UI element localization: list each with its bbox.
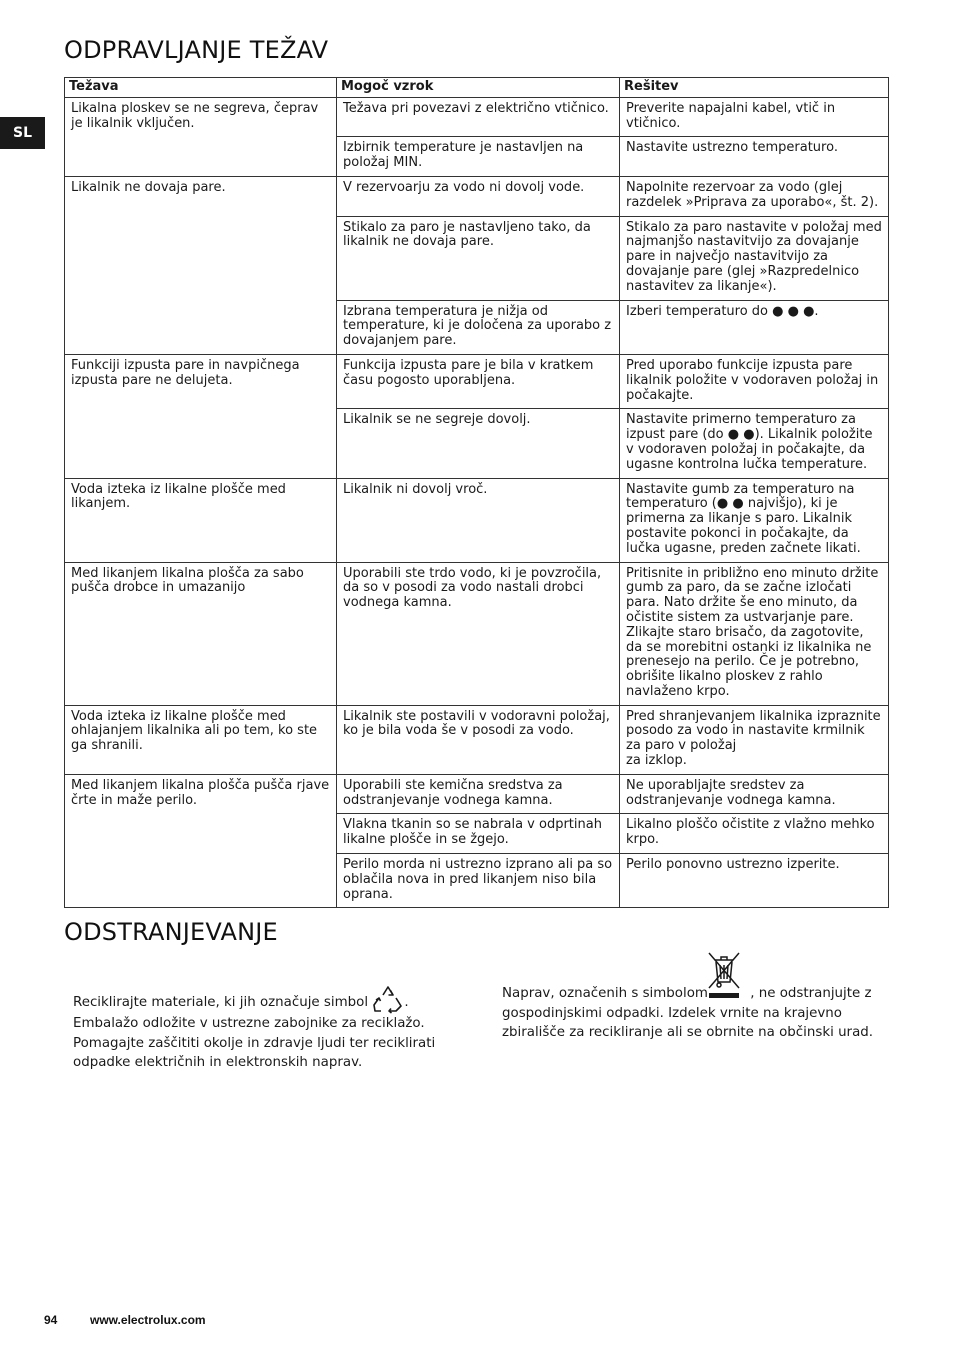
problem-cell: Med likanjem likalna plošča pušča rjave črte in maže perilo.	[65, 774, 337, 908]
recycle-icon	[372, 984, 404, 1014]
cause-cell: Perilo morda ni ustrezno izprano ali pa so oblačila nova in pred likanjem niso bila oprana.	[337, 854, 620, 908]
section-title-disposal: ODSTRANJEVANJE	[64, 918, 278, 946]
solution-cell: Nastavite ustrezno temperaturo.	[620, 137, 889, 177]
cause-cell: Izbirnik temperature je nastavljen na položaj MIN.	[337, 137, 620, 177]
problem-cell: Likalna ploskev se ne segreva, čeprav je likalnik vključen.	[65, 97, 337, 176]
solution-cell: Stikalo za paro nastavite v položaj med najmanjšo nastavitvijo za dovajanje pare in največjo nastavitvijo za dovajanje pare (glej »Razpredelnico nastavitev za likanje«).	[620, 216, 889, 300]
troubleshooting-table	[64, 77, 889, 908]
table-row	[65, 478, 889, 562]
problem-cell: Voda izteka iz likalne plošče med ohlajanjem likalnika ali po tem, ko ste ga shranili.	[65, 705, 337, 774]
page-number: 94	[44, 1313, 58, 1327]
section-title-troubleshooting: ODPRAVLJANJE TEŽAV	[64, 36, 329, 64]
table-row	[65, 705, 889, 774]
solution-cell: Preverite napajalni kabel, vtič in vtičnico.	[620, 97, 889, 137]
recycling-text-end: . Embalažo odložite v ustrezne zabojnike za reciklažo. Pomagajte zaščititi okolje in zdravje ljudi ter reciklirati odpadke električnih in elektronskih naprav.	[73, 995, 436, 1070]
problem-cell: Funkciji izpusta pare in navpičnega izpusta pare ne delujeta.	[65, 354, 337, 478]
cause-cell: Likalnik ni dovolj vroč.	[337, 478, 620, 562]
cause-cell: Stikalo za paro je nastavljeno tako, da likalnik ne dovaja pare.	[337, 216, 620, 300]
solution-cell: Pred uporabo funkcije izpusta pare likalnik položite v vodoraven položaj in počakajte.	[620, 354, 889, 408]
problem-cell: Med likanjem likalna plošča za sabo pušča drobce in umazanijo	[65, 562, 337, 705]
table-row	[65, 774, 889, 814]
cause-cell: Likalnik ste postavili v vodoravni položaj, ko je bila voda še v posodi za vodo.	[337, 705, 620, 774]
cause-cell: Vlakna tkanin so se nabrala v odprtinah likalne plošče in se žgejo.	[337, 814, 620, 854]
language-tab: SL	[0, 117, 45, 149]
solution-cell: Nastavite gumb za temperaturo na temperaturo (● ● najvišjo), ki je primerna za likanje s paro. Likalnik postavite pokonci in počakajte, da lučka ugasne, preden začnete likati.	[620, 478, 889, 562]
weee-text-end: , ne odstranjujte z gospodinjskimi odpadki. Izdelek vrnite na krajevno zbirališče za recikliranje ali se obrnite na občinski urad.	[502, 986, 874, 1040]
cause-cell: Uporabili ste kemična sredstva za odstranjevanje vodnega kamna.	[337, 774, 620, 814]
cause-cell: Uporabili ste trdo vodo, ki je povzročila, da so v posodi za vodo nastali drobci vodnega kamna.	[337, 562, 620, 705]
header-solution: Rešitev	[620, 78, 889, 98]
table-header-row	[65, 78, 889, 98]
solution-cell: Ne uporabljajte sredstev za odstranjevanje vodnega kamna.	[620, 774, 889, 814]
solution-cell: Nastavite primerno temperaturo za izpust pare (do ● ●). Likalnik položite v vodoraven položaj in počakajte, da ugasne kontrolna lučka temperature.	[620, 409, 889, 478]
footer-website: www.electrolux.com	[90, 1313, 206, 1327]
solution-cell: Pritisnite in približno eno minuto držite gumb za paro, da se začne izločati para. Nato držite še eno minuto, da očistite sistem za ustvarjanje pare. Zlikajte staro brisačo, da zagotovite, da se morebitni ostanki iz likalnika ne prenesejo na perilo. Če je potrebno, obrišite likalno ploskev z rahlo navlaženo krpo.	[620, 562, 889, 705]
solution-cell: Likalno ploščo očistite z vlažno mehko krpo.	[620, 814, 889, 854]
solution-cell: Perilo ponovno ustrezno izperite.	[620, 854, 889, 908]
problem-cell: Likalnik ne dovaja pare.	[65, 176, 337, 354]
header-problem: Težava	[65, 78, 337, 98]
cause-cell: V rezervoarju za vodo ni dovolj vode.	[337, 176, 620, 216]
solution-cell: Izberi temperaturo do ● ● ●.	[620, 300, 889, 354]
solution-cell: Pred shranjevanjem likalnika izpraznite posodo za vodo in nastavite krmilnik za paro v položaj za izklop.	[620, 705, 889, 774]
problem-cell: Voda izteka iz likalne plošče med likanjem.	[65, 478, 337, 562]
table-row	[65, 97, 889, 137]
recycling-text-start: Reciklirajte materiale, ki jih označuje simbol	[73, 995, 373, 1010]
disposal-weee-text	[502, 984, 874, 1043]
table-row	[65, 176, 889, 216]
cause-cell: Težava pri povezavi z električno vtičnico.	[337, 97, 620, 137]
solution-cell: Napolnite rezervoar za vodo (glej razdelek »Priprava za uporabo«, št. 2).	[620, 176, 889, 216]
cause-cell: Izbrana temperatura je nižja od temperature, ki je določena za uporabo z dovajanjem pare.	[337, 300, 620, 354]
header-cause: Mogoč vzrok	[337, 78, 620, 98]
weee-text-start: Naprav, označenih s simbolom	[502, 986, 713, 1001]
cause-cell: Likalnik se ne segreje dovolj.	[337, 409, 620, 478]
table-row	[65, 354, 889, 408]
cause-cell: Funkcija izpusta pare je bila v kratkem času pogosto uporabljena.	[337, 354, 620, 408]
table-row	[65, 562, 889, 705]
disposal-recycling-text	[73, 984, 453, 1073]
